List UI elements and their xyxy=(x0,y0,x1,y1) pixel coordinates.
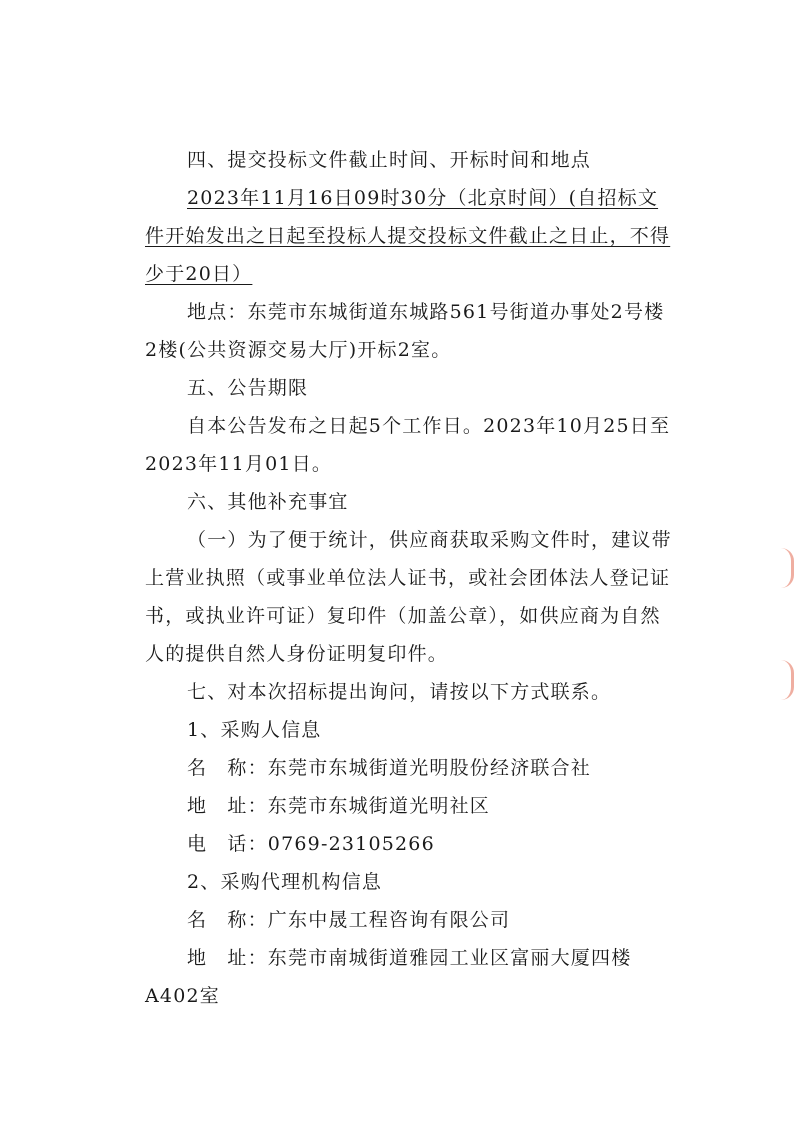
location-text: 地点：东莞市东城街道东城路561号街道办事处2号楼2楼(公共资源交易大厅)开标2室。 xyxy=(145,301,665,361)
agency-info-heading: 2、采购代理机构信息 xyxy=(187,871,383,893)
notice-period-text: 自本公告发布之日起5个工作日。2023年10月25日至2023年11月01日。 xyxy=(145,415,671,475)
seal-fragment-icon xyxy=(781,548,794,588)
seal-fragment-icon xyxy=(781,660,794,700)
deadline-text xyxy=(145,179,673,293)
other-matters-text: （一）为了便于统计，供应商获取采购文件时，建议带上营业执照（或事业单位法人证书，或社会团体法人登记证书，或执业许可证）复印件（加盖公章），如供应商为自然人的提供自然人身份证明复印件。 xyxy=(145,529,672,665)
notice-period-heading: 五、公告期限 xyxy=(187,377,309,399)
agency-address: 地 址：东莞市南城街道雅园工业区富丽大厦四楼A402室 xyxy=(145,947,632,1007)
purchaser-phone: 电 话：0769-23105266 xyxy=(187,833,435,855)
purchaser-name: 名 称：东莞市东城街道光明股份经济联合社 xyxy=(187,757,592,779)
other-matters-heading: 六、其他补充事宜 xyxy=(187,491,349,513)
agency-name: 名 称：广东中晟工程咨询有限公司 xyxy=(187,909,511,931)
deadline-text-underlined: 2023年11月16日09时30分（北京时间）(自招标文件开始发出之日起至投标人提交投标文件截止之日止，不得少于20日） xyxy=(145,187,671,285)
purchaser-info-heading: 1、采购人信息 xyxy=(187,719,322,741)
contact-heading: 七、对本次招标提出询问，请按以下方式联系。 xyxy=(187,681,612,703)
deadline-heading: 四、提交投标文件截止时间、开标时间和地点 xyxy=(187,149,592,171)
document-body xyxy=(145,141,673,1015)
purchaser-address: 地 址：东莞市东城街道光明社区 xyxy=(187,795,491,817)
